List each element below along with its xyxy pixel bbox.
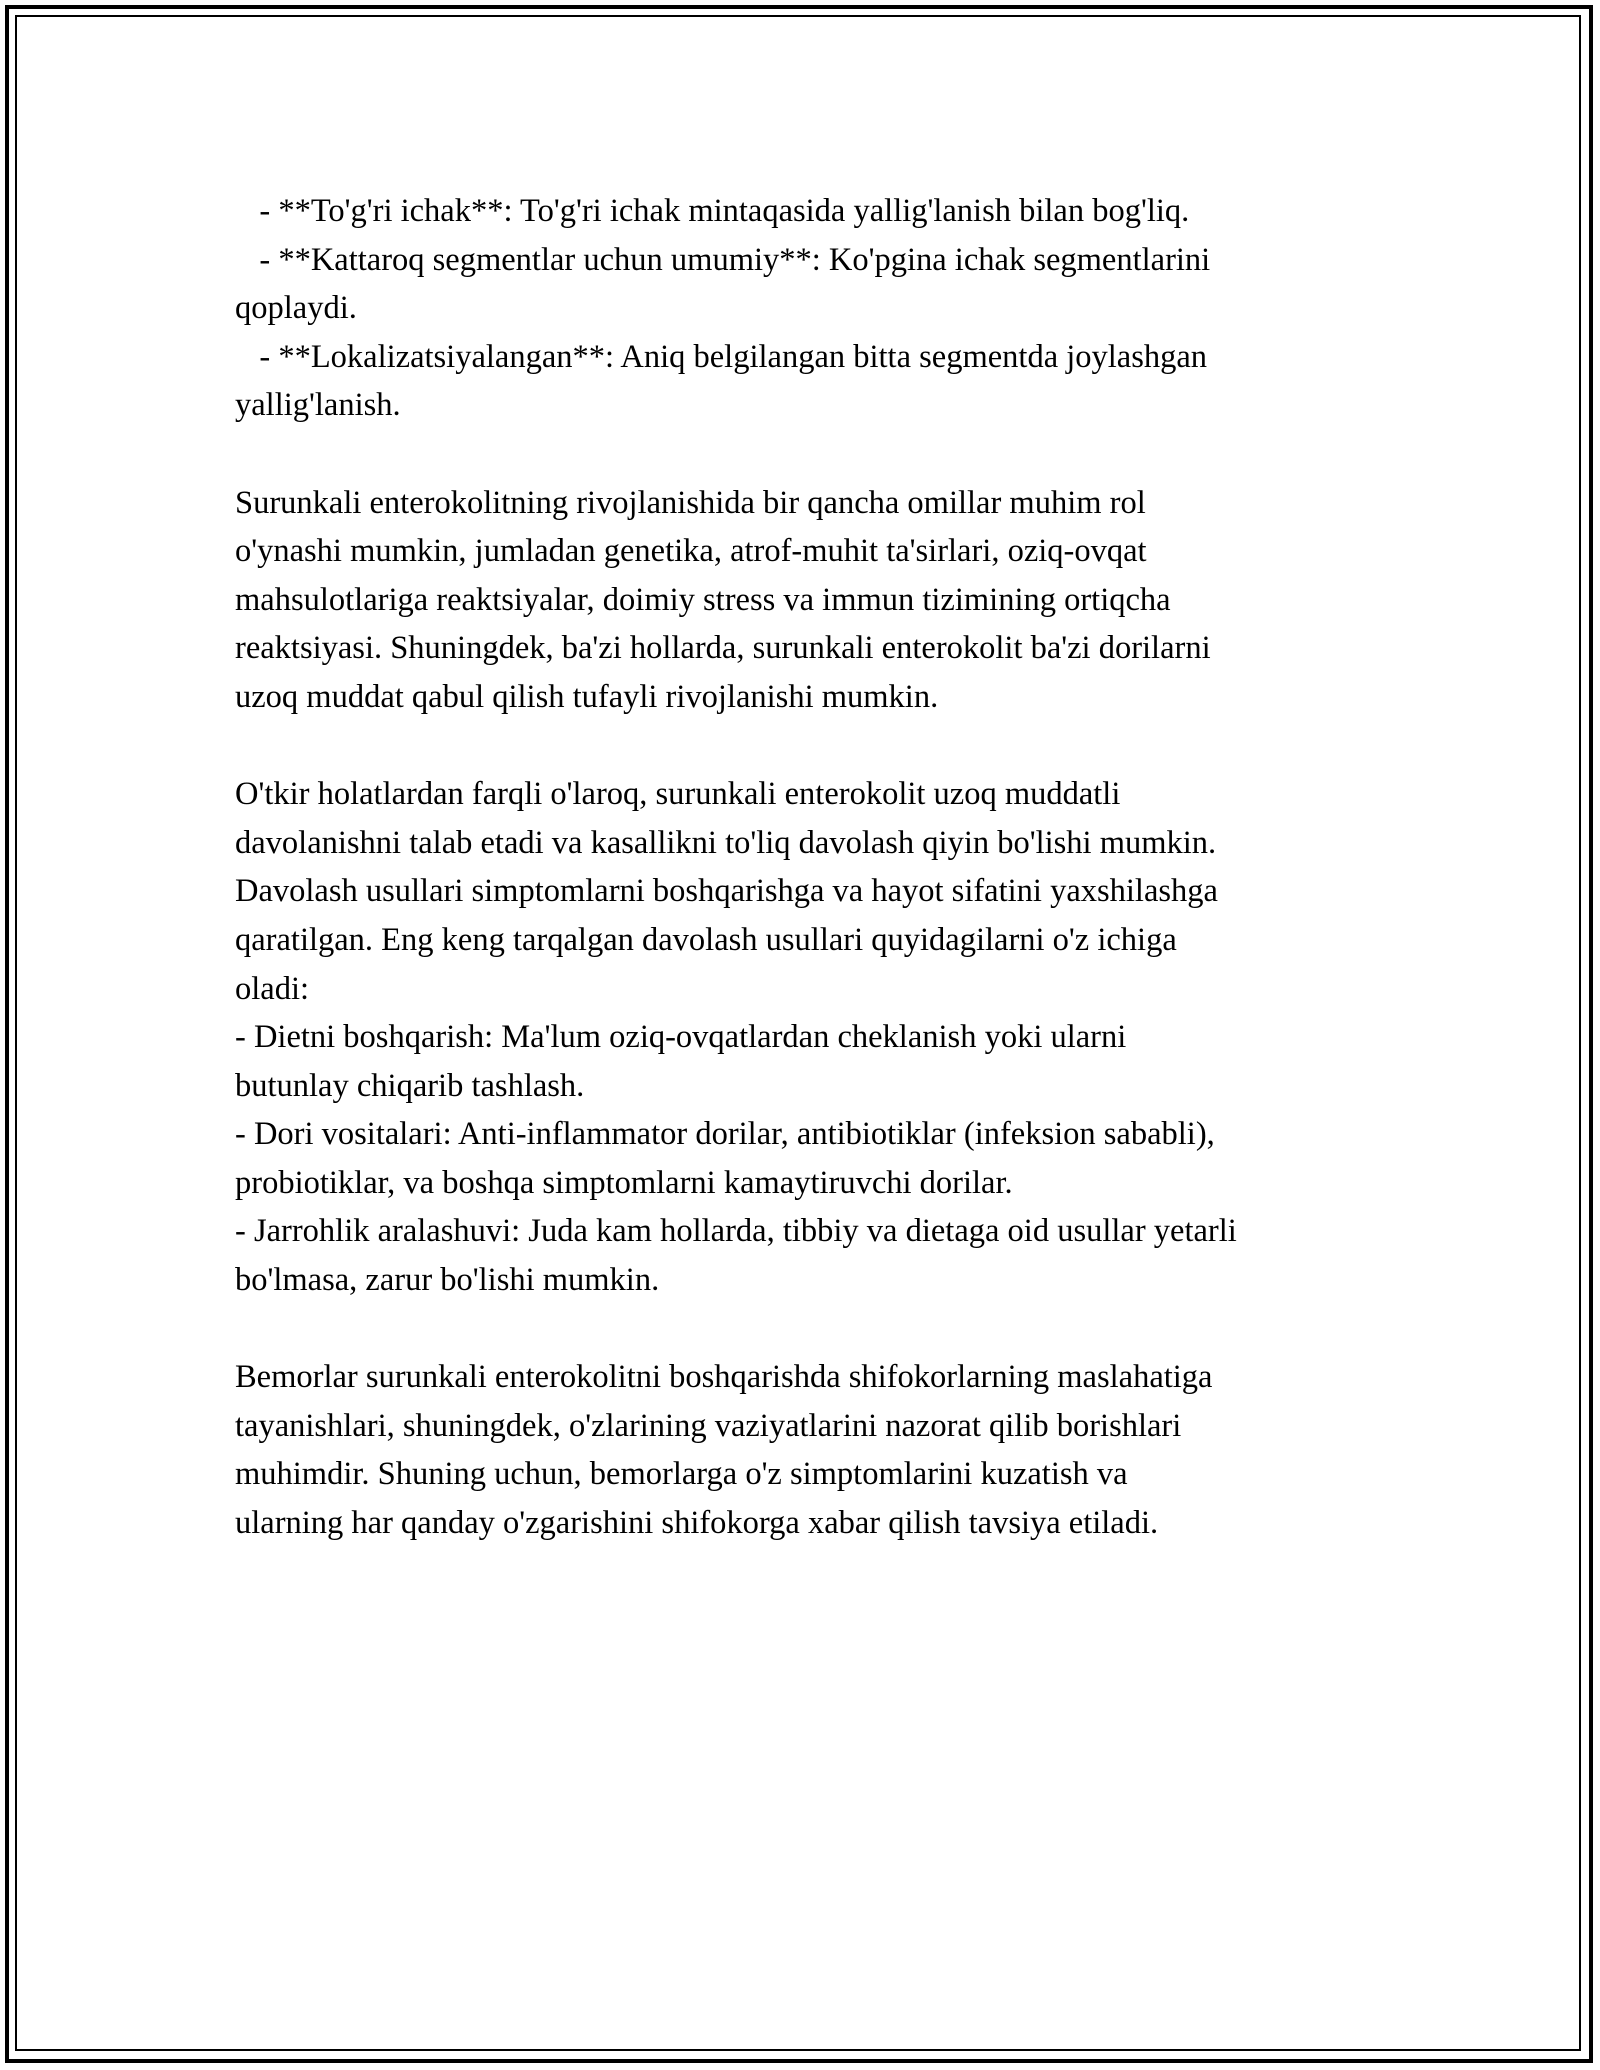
text-line: tayanishlari, shuningdek, o'zlarining vaziyatlarini nazorat qilib borishlari bbox=[235, 1407, 1182, 1444]
text-line: muhimdir. Shuning uchun, bemorlarga o'z simptomlarini kuzatish va bbox=[235, 1456, 1128, 1493]
text-line: Davolash usullari simptomlarni boshqarishga va hayot sifatini yaxshilashga bbox=[235, 873, 1218, 910]
text-line: - Dietni boshqarish: Ma'lum oziq-ovqatlardan cheklanish yoki ularni bbox=[235, 1019, 1127, 1056]
document-body bbox=[235, 187, 1375, 1548]
text-line: qaratilgan. Eng keng tarqalgan davolash usullari quyidagilarni o'z ichiga bbox=[235, 921, 1177, 958]
text-line: probiotiklar, va boshqa simptomlarni kamaytiruvchi dorilar. bbox=[235, 1164, 1013, 1201]
text-line: Surunkali enterokolitning rivojlanishida bir qancha omillar muhim rol bbox=[235, 484, 1146, 521]
text-line: yallig'lanish. bbox=[235, 387, 401, 424]
paragraph-patient-advice bbox=[235, 1353, 1375, 1547]
text-line: mahsulotlariga reaktsiyalar, doimiy stress va immun tizimining ortiqcha bbox=[235, 581, 1171, 618]
text-line: - **Lokalizatsiyalangan**: Aniq belgilangan bitta segmentda joylashgan bbox=[235, 338, 1208, 375]
text-line: O'tkir holatlardan farqli o'laroq, surunkali enterokolit uzoq muddatli bbox=[235, 776, 1121, 813]
text-line: reaktsiyasi. Shuningdek, ba'zi hollarda, surunkali enterokolit ba'zi dorilarni bbox=[235, 630, 1211, 667]
text-line: - Jarrohlik aralashuvi: Juda kam hollarda, tibbiy va dietaga oid usullar yetarli bbox=[235, 1213, 1237, 1250]
text-line: qoplaydi. bbox=[235, 290, 357, 327]
text-line: oladi: bbox=[235, 970, 310, 1007]
text-line: - Dori vositalari: Anti-inflammator dorilar, antibiotiklar (infeksion sababli), bbox=[235, 1116, 1215, 1153]
paragraph-treatment bbox=[235, 770, 1375, 1305]
text-line: butunlay chiqarib tashlash. bbox=[235, 1067, 585, 1104]
paragraph-gap bbox=[235, 722, 1375, 771]
paragraph-gap bbox=[235, 430, 1375, 479]
text-line: - **Kattaroq segmentlar uchun umumiy**: Ko'pgina ichak segmentlarini bbox=[235, 241, 1211, 278]
paragraph-risk-factors bbox=[235, 479, 1375, 722]
paragraph-segment-list bbox=[235, 187, 1375, 430]
text-line: bo'lmasa, zarur bo'lishi mumkin. bbox=[235, 1262, 660, 1299]
text-line: ularning har qanday o'zgarishini shifokorga xabar qilish tavsiya etiladi. bbox=[235, 1505, 1159, 1542]
text-line: o'ynashi mumkin, jumladan genetika, atrof-muhit ta'sirlari, oziq-ovqat bbox=[235, 533, 1147, 570]
text-line: uzoq muddat qabul qilish tufayli rivojlanishi mumkin. bbox=[235, 678, 939, 715]
text-line: - **To'g'ri ichak**: To'g'ri ichak mintaqasida yallig'lanish bilan bog'liq. bbox=[235, 193, 1190, 229]
text-line: davolanishni talab etadi va kasallikni to'liq davolash qiyin bo'lishi mumkin. bbox=[235, 824, 1217, 861]
text-line: Bemorlar surunkali enterokolitni boshqarishda shifokorlarning maslahatiga bbox=[235, 1359, 1213, 1396]
paragraph-gap bbox=[235, 1305, 1375, 1354]
